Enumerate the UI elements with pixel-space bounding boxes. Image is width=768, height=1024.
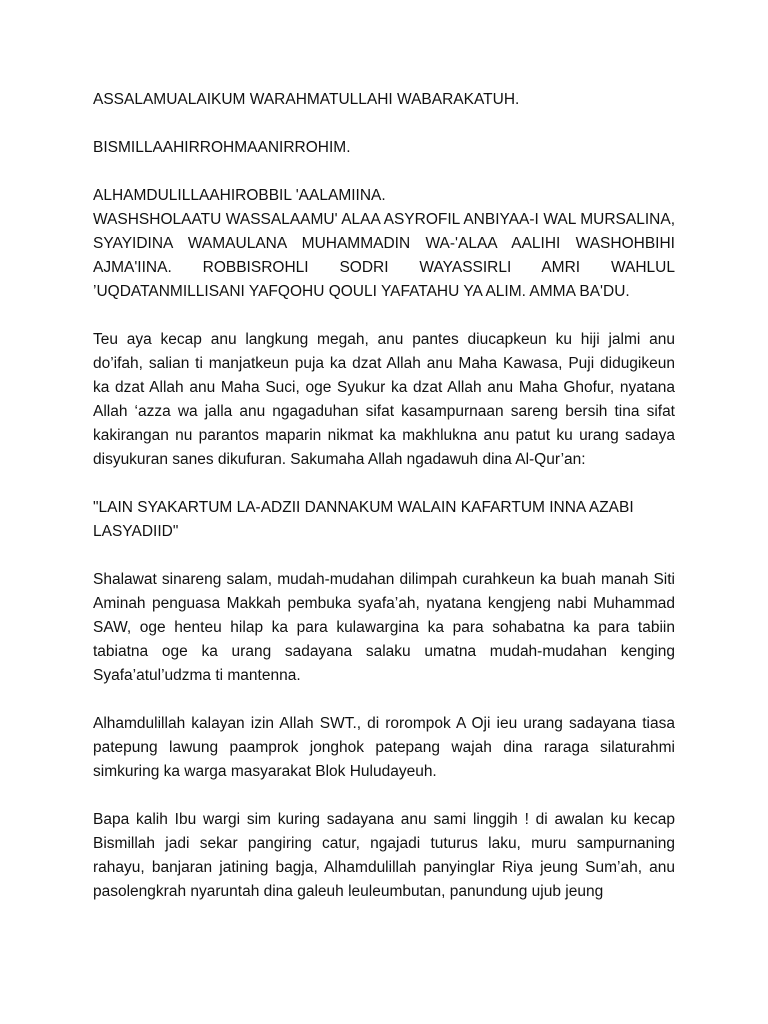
opening-line-2: WASHSHOLAATU WASSALAAMU' ALAA ASYROFIL ANBIYAA-I WAL MURSALINA, [93, 211, 675, 228]
body-paragraph-2: Shalawat sinareng salam, mudah-mudahan dilimpah curahkeun ka buah manah Siti Aminah penguasa Makkah pembuka syafa’ah, nyatana kengjeng nabi Muhammad SAW, oge henteu hilap ka para kulawargina ka para sohabatna ka para tabiin tabiatna oge ka urang sadayana salaku umatna mudah-mudahan kenging Syafa’atul’udzma ti mantenna. [93, 571, 675, 684]
quote-line-2: LASYADIID" [93, 523, 179, 540]
greeting-line: ASSALAMUALAIKUM WARAHMATULLAHI WABARAKATUH. [93, 91, 520, 108]
body-paragraph-1: Teu aya kecap anu langkung megah, anu pantes diucapkeun ku hiji jalmi anu do’ifah, salian ti manjatkeun puja ka dzat Allah anu Maha Kawasa, Puji didugikeun ka dzat Allah anu Maha Suci, oge Syukur ka dzat Allah anu Maha Ghofur, nyatana Allah ‘azza wa jalla anu ngagaduhan sifat kasampurnaan sareng bersih tina sifat kakirangan nu parantos maparin nikmat ka makhlukna anu patut ku urang sadaya disyukuran sanes dikufuran. Sakumaha Allah ngadawuh dina Al-Qur’an: [93, 331, 675, 468]
body-paragraph-4: Bapa kalih Ibu wargi sim kuring sadayana anu sami linggih ! di awalan ku kecap Bismillah jadi sekar pangiring catur, ngajadi tuturus laku, muru sampurnaning rahayu, banjaran jatining bagja, Alhamdulillah panyinglar Riya jeung Sum’ah, anu pasolengkrah nyaruntah dina galeuh leuleumbutan, panundung ujub jeung [93, 811, 675, 900]
opening-line-4: AJMA'IINA. ROBBISROHLI SODRI WAYASSIRLI AMRI WAHLUL [93, 259, 675, 276]
opening-paragraph [93, 184, 675, 304]
document-page [93, 88, 675, 928]
quote-line-1: "LAIN SYAKARTUM LA-ADZII DANNAKUM WALAIN KAFARTUM INNA AZABI [93, 499, 634, 516]
basmala-line: BISMILLAAHIRROHMAANIRROHIM. [93, 139, 351, 156]
opening-line-5: ’UQDATANMILLISANI YAFQOHU QOULI YAFATAHU YA ALIM. AMMA BA'DU. [93, 283, 630, 300]
opening-line-1: ALHAMDULILLAAHIROBBIL 'AALAMIINA. [93, 187, 386, 204]
body-paragraph-3: Alhamdulillah kalayan izin Allah SWT., di rorompok A Oji ieu urang sadayana tiasa patepung lawung paamprok jonghok patepang wajah dina raraga silaturahmi simkuring ka warga masyarakat Blok Huludayeuh. [93, 715, 675, 780]
opening-line-3: SYAYIDINA WAMAULANA MUHAMMADIN WA-'ALAA AALIHI WASHOHBIHI [93, 235, 675, 252]
quran-quote [93, 496, 675, 544]
